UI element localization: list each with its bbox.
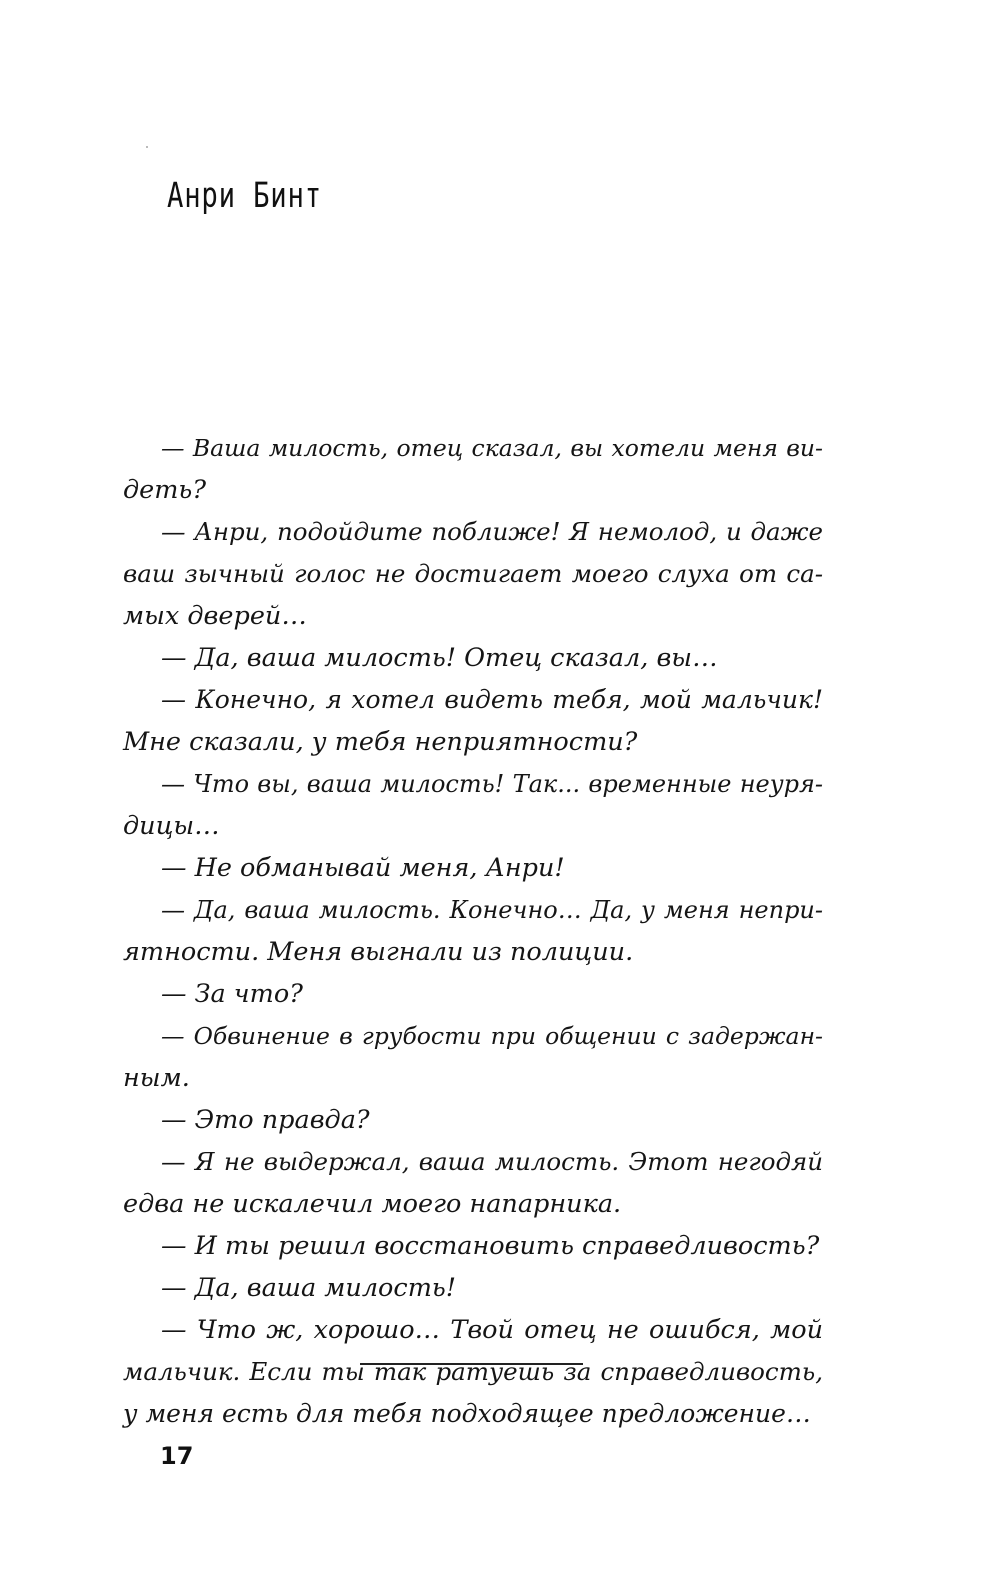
section-divider <box>360 1363 583 1365</box>
text-line: мых дверей… <box>123 601 307 631</box>
text-line: деть? <box>123 475 206 505</box>
print-speck <box>146 146 148 148</box>
text-line: — Да, ваша милость. Конечно… Да, у меня непри- <box>161 896 823 924</box>
text-line: — Конечно, я хотел видеть тебя, мой мальчик! <box>161 685 823 714</box>
text-line: у меня есть для тебя подходящее предложение… <box>123 1399 811 1428</box>
text-line: — Что ж, хорошо… Твой отец не ошибся, мой <box>161 1315 823 1345</box>
running-title: Анри Бинт <box>167 176 322 216</box>
text-line: дицы… <box>123 811 220 841</box>
text-line: мальчик. Если ты так ратуешь за справедливость, <box>123 1357 823 1386</box>
page-number: 17 <box>160 1442 194 1470</box>
text-line: — Не обманывай меня, Анри! <box>161 853 565 883</box>
text-line: ятности. Меня выгнали из полиции. <box>123 937 634 967</box>
dialogue-text <box>123 427 823 1435</box>
text-line: — И ты решил восстановить справедливость? <box>161 1231 820 1261</box>
text-line: — Анри, подойдите поближе! Я немолод, и даже <box>161 517 823 546</box>
text-line: — Ваша милость, отец сказал, вы хотели меня ви- <box>161 434 823 462</box>
text-line: Мне сказали, у тебя неприятности? <box>123 727 638 757</box>
text-line: — Да, ваша милость! Отец сказал, вы… <box>161 643 718 673</box>
text-line: едва не искалечил моего напарника. <box>123 1189 622 1219</box>
text-line: — Обвинение в грубости при общении с задержан- <box>161 1022 823 1050</box>
text-line: — За что? <box>161 979 303 1009</box>
text-line: ваш зычный голос не достигает моего слуха от са- <box>123 559 823 588</box>
text-line: — Это правда? <box>161 1105 370 1135</box>
text-line: — Я не выдержал, ваша милость. Этот негодяй <box>161 1147 823 1176</box>
text-line: — Да, ваша милость! <box>161 1273 457 1303</box>
text-line: ным. <box>123 1063 190 1093</box>
text-line: — Что вы, ваша милость! Так... временные неуря- <box>161 770 823 798</box>
